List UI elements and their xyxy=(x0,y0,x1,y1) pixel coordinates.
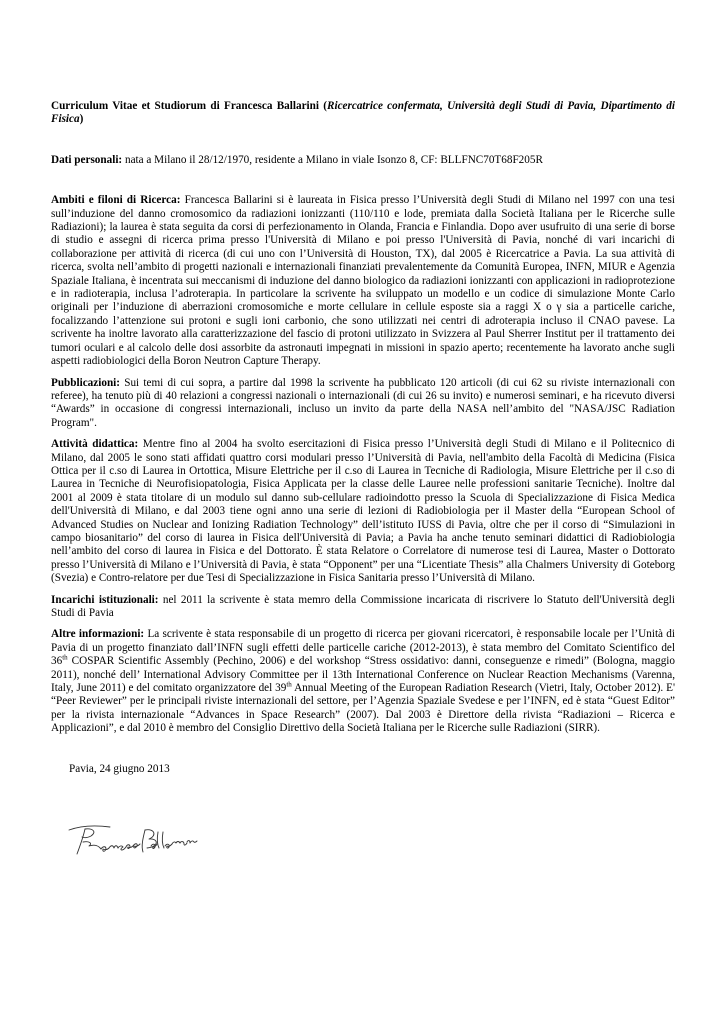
section-label: Ambiti e filoni di Ricerca: xyxy=(51,194,181,207)
place-date: Pavia, 24 giugno 2013 xyxy=(69,762,170,775)
section-incarichi-istituzionali xyxy=(51,594,675,621)
section-text: nata a Milano il 28/12/1970, residente a Milano in viale Isonzo 8, CF: BLLFNC70T68F205R xyxy=(122,153,543,166)
title-open: ( xyxy=(319,100,327,112)
section-label: Altre informazioni: xyxy=(51,628,145,641)
cv-document xyxy=(51,100,675,776)
section-text: Annual Meeting of the European Radiation Research (Vietri, Italy, October 2012). E' “Peer Reviewer” per le principali riviste internazionali del settore, per l’Agenzia Spaziale Svedese e per l’INFN, ed è stata “Guest Editor” per la rivista internazionale “Advances in Space Research” (2007). Dal 2003 è Direttore della rivista “Radiazioni – Ricerca e Applicazioni”, e dal 2010 è membro del Consiglio Direttivo della Società Italiana per le Ricerche sulle Radiazioni (SIRR). xyxy=(51,682,675,735)
ordinal-suffix: th xyxy=(62,653,68,662)
section-altre-informazioni xyxy=(51,628,675,735)
title-close: ) xyxy=(79,113,84,126)
section-label: Incarichi istituzionali: xyxy=(51,593,159,606)
section-attivita-didattica xyxy=(51,438,675,585)
section-text: COSPAR Scientific Assembly (Pechino, 2006) e del workshop “Stress ossidativo: danni, conseguenze e rimedi” (Bologna, maggio 2011), nonché dell’ International Advisory Committee per il 13th International Conference on Nuclear Reaction Mechanisms (Varenna, Italy, June 2011) e del comitato organizzatore del 39 xyxy=(51,655,675,695)
section-text: Sui temi di cui sopra, a partire dal 1998 la scrivente ha pubblicato 120 articoli (di cui 62 su riviste internazionali con referee), ha tenuto più di 40 relazioni a congressi nazionali o internazionali (di cui 26 su invito) e numerosi seminari, e ha ricevuto diversi “Awards” in occasione di congressi internazionali, incluso un invito da parte della NASA nell’ambito del "NASA/JSC Radiation Program". xyxy=(51,376,675,429)
section-text: nel 2011 la scrivente è stata memro della Commissione incaricata di riscrivere lo Statuto dell'Università degli Studi di Pavia xyxy=(51,593,675,619)
section-ambiti-ricerca xyxy=(51,194,675,368)
section-dati-personali xyxy=(51,154,675,167)
ordinal-suffix: th xyxy=(286,680,292,689)
section-label: Attività didattica: xyxy=(51,438,139,451)
section-label: Pubblicazioni: xyxy=(51,376,120,389)
section-text: Francesca Ballarini si è laureata in Fisica presso l’Università degli Studi di Milano nel 1997 con una tesi sull’induzione del danno cromosomico da radiazioni ionizzanti (110/110 e lode, premiata dalla Società Italiana per le Ricerche sulle Radiazioni); la laurea è stata seguita da corsi di perfezionamento in Olanda, Francia e Finlandia. Dopo aver usufruito di una serie di borse di studio e assegni di ricerca prima presso l'Università di Milano e poi presso l'Università di Pavia, nonché di vari incarichi di collaborazione per attività di ricerca (di cui uno con l’Università di Houston, TX), dal 2005 è Ricercatrice a Pavia. La sua attività di ricerca, svolta nell’ambito di progetti nazionali e internazionali finanziati prevalentemente da Comunità Europea, INFN, MIUR e Agenzia Spaziale Italiana, è incentrata sui meccanismi di induzione del danno biologico da radiazioni ionizzanti con applicazioni in radioprotezione e in radioterapia, inclusa l’adroterapia. In particolare la scrivente ha sviluppato un modello e un codice di simulazione Monte Carlo originali per l’induzione di aberrazioni cromosomiche e morte cellulare in cellule esposte sia a raggi X o γ sia a particelle cariche, focalizzando l’attenzione sui protoni e sugli ioni carbonio, che sono utilizzati nei centri di adroterapia incluso il CNAO pavese. La scrivente ha inoltre lavorato alla caratterizzazione del fascio di protoni utilizzato in Svizzera al Paul Sherrer Institut per il trattamento dei tumori oculari e al calcolo delle dosi assorbite da astronauti impegnati in missioni in spazio aperto; recentemente ha lavorato anche sugli aspetti radiobiologici della Boron Neutron Capture Therapy. xyxy=(51,194,675,368)
title-affiliation: Ricercatrice confermata, Università degli Studi di Pavia, Dipartimento di Fisica xyxy=(51,100,675,126)
section-pubblicazioni xyxy=(51,377,675,431)
title-name: Curriculum Vitae et Studiorum di Francesca Ballarini xyxy=(51,100,319,112)
document-title xyxy=(51,100,675,127)
section-text: Mentre fino al 2004 ha svolto esercitazioni di Fisica presso l’Università degli Studi di Milano e il Politecnico di Milano, dal 2005 le sono stati affidati quattro corsi modulari presso l’Università di Pavia, nell'ambito della Facoltà di Medicina (Fisica Ottica per il c.so di Laurea in Ortottica, Misure Elettriche per il c.so di Laurea in Tecniche di Radiologia, Misure Elettriche per il c.so di Laurea in Tecniche di Neurofisiopatologia, Fisica Applicata per la classe delle Lauree nelle professioni sanitarie Tecniche). Inoltre dal 2001 al 2009 è stata titolare di un modulo sul danno sub-cellulare radioindotto presso la Scuola di Specializzazione di Fisica Medica dell'Università di Milano, e dal 2003 tiene ogni anno una serie di lezioni di Radiobiologia per il Master della “European School of Advanced Studies on Nuclear and Ionizing Radiation Technology” dell’istituto IUSS di Pavia, oltre che per il corso di “Simulazioni in campo biosanitario” del corso di laurea in Fisica dell'Università di Pavia; a Pavia ha anche tenuto seminari didattici di Radiobiologia nell’ambito del corso di laurea in Fisica e del Dottorato. È stata Relatore o Correlatore di numerose tesi di Laurea, Master o Dottorato presso l’Università di Milano e l’Università di Pavia, è stata “Opponent” per una “Licentiate Thesis” alla Chalmers University di Goteborg (Svezia) e Contro-relatore per due Tesi di Specializzazione in Fisica Sanitaria presso l’Università di Milano. xyxy=(51,438,675,585)
section-label: Dati personali: xyxy=(51,153,123,166)
handwritten-signature xyxy=(65,820,220,868)
section-text: La scrivente è stata responsabile di un progetto di ricerca per giovani ricercatori, è responsabile locale per l’Unità di Pavia di un progetto finanziato dall’INFN sugli effetti delle particelle cariche (2012-2013), è stata membro del Comitato Scientifico del 36 xyxy=(51,628,675,668)
